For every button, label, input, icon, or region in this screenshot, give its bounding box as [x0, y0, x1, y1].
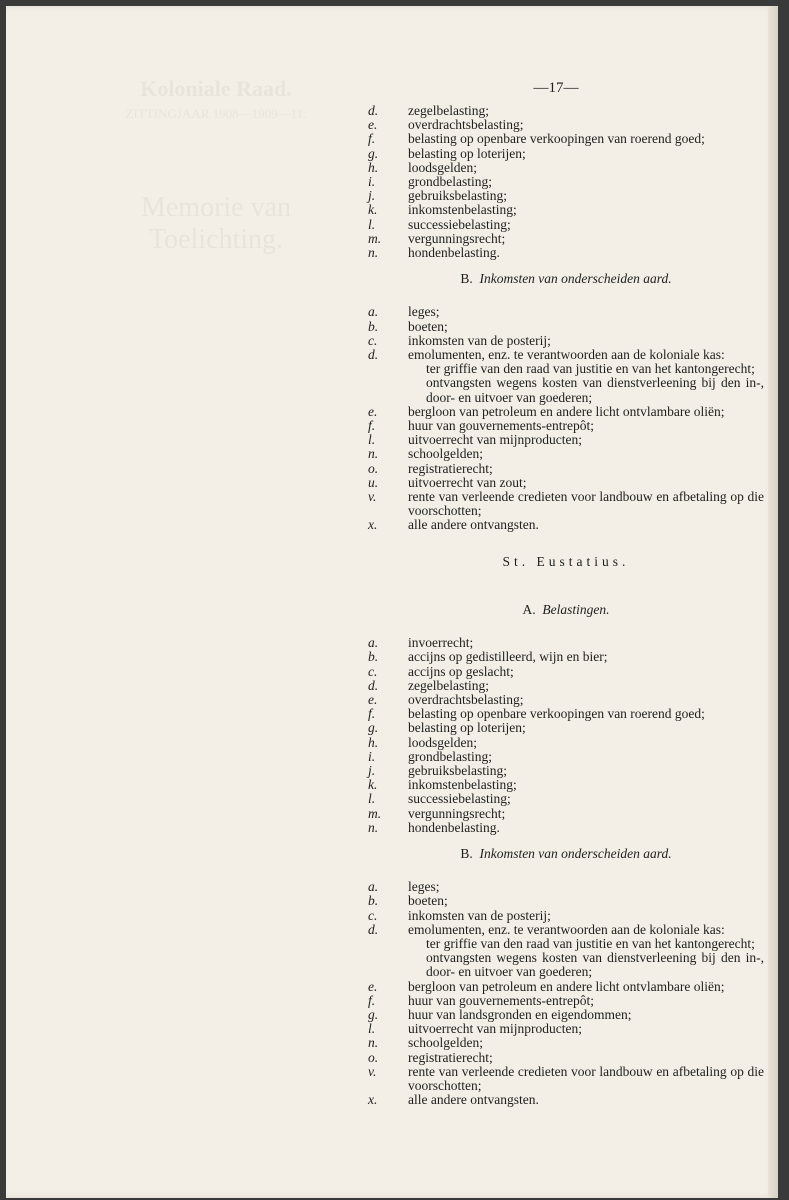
list-item	[368, 736, 764, 750]
list-item	[368, 447, 764, 461]
item-letter: d.	[368, 921, 379, 937]
list-item	[368, 203, 764, 217]
item-list	[368, 636, 764, 835]
item-text: zegelbelasting;	[408, 677, 489, 693]
list-item	[368, 1022, 764, 1036]
item-text: belasting op openbare verkoopingen van roerend goed;	[408, 131, 705, 147]
item-letter: a.	[368, 879, 379, 895]
spacer	[368, 569, 764, 591]
item-letter: e.	[368, 403, 378, 419]
item-letter: l.	[368, 1021, 376, 1037]
sub-item: ontvangsten wegens kosten van dienstverleening bij den in-, door- en uitvoer van goederen;	[426, 950, 764, 980]
sub-item: ontvangsten wegens kosten van dienstverleening bij den in-, door- en uitvoer van goederen;	[426, 375, 764, 405]
list-item	[368, 305, 764, 319]
item-letter: m.	[368, 805, 382, 821]
item-letter: m.	[368, 230, 382, 246]
list-item	[368, 232, 764, 246]
item-letter: n.	[368, 446, 379, 462]
list-item	[368, 1065, 764, 1093]
list-item	[368, 636, 764, 650]
item-letter: o.	[368, 460, 379, 476]
item-letter: d.	[368, 677, 379, 693]
item-text: gebruiksbelasting;	[408, 762, 507, 778]
item-letter: f.	[368, 131, 376, 147]
item-list	[368, 880, 764, 1107]
page-edge-shadow	[768, 6, 778, 1198]
item-letter: b.	[368, 318, 379, 334]
item-text: accijns op gedistilleerd, wijn en bier;	[408, 649, 608, 665]
item-letter: d.	[368, 347, 379, 363]
item-letter: x.	[368, 1092, 378, 1108]
island-heading: St. Eustatius.	[502, 553, 630, 569]
item-text: loodsgelden;	[408, 159, 477, 175]
item-letter: h.	[368, 734, 379, 750]
list-item	[368, 405, 764, 419]
item-letter: i.	[368, 174, 376, 190]
item-letter: a.	[368, 304, 379, 320]
item-text: hondenbelasting.	[408, 245, 500, 261]
item-text: inkomstenbelasting;	[408, 202, 517, 218]
page-number: —17—	[533, 80, 579, 96]
list-item	[368, 433, 764, 447]
item-text: belasting op openbare verkoopingen van roerend goed;	[408, 706, 705, 722]
item-letter: e.	[368, 117, 378, 133]
item-text: accijns op geslacht;	[408, 663, 514, 679]
item-text: huur van gouvernements-entrepôt;	[408, 992, 594, 1008]
list-item	[368, 707, 764, 721]
item-text: inkomstenbelasting;	[408, 777, 517, 793]
sections-container	[368, 104, 764, 1107]
item-letter: f.	[368, 706, 376, 722]
list-item	[368, 764, 764, 778]
item-letter: k.	[368, 202, 378, 218]
spacer	[368, 861, 764, 880]
item-text: inkomsten van de posterij;	[408, 907, 551, 923]
item-letter: j.	[368, 188, 376, 204]
item-text: schoolgelden;	[408, 446, 483, 462]
item-letter: n.	[368, 245, 379, 261]
item-list	[368, 104, 764, 260]
list-item	[368, 518, 764, 532]
item-text: vergunningsrecht;	[408, 230, 506, 246]
item-text: schoolgelden;	[408, 1035, 483, 1051]
item-letter: d.	[368, 103, 379, 118]
item-letter: v.	[368, 1063, 377, 1079]
item-letter: l.	[368, 432, 376, 448]
list-item	[368, 462, 764, 476]
list-item	[368, 994, 764, 1008]
item-text: leges;	[408, 304, 440, 320]
spacer	[368, 286, 764, 305]
item-text: huur van gouvernements-entrepôt;	[408, 418, 594, 434]
item-text: gebruiksbelasting;	[408, 188, 507, 204]
item-text: huur van landsgronden en eigendommen;	[408, 1006, 632, 1022]
item-letter: a.	[368, 635, 379, 651]
item-letter: u.	[368, 474, 379, 490]
item-letter: c.	[368, 663, 378, 679]
item-list	[368, 305, 764, 532]
list-item	[368, 490, 764, 518]
item-letter: g.	[368, 1006, 379, 1022]
list-item	[368, 980, 764, 994]
item-text: registratierecht;	[408, 1049, 493, 1065]
bleed-line-3: Memorie van Toelichting.	[140, 192, 292, 255]
item-letter: c.	[368, 907, 378, 923]
item-letter: g.	[368, 720, 379, 736]
item-text: registratierecht;	[408, 460, 493, 476]
item-text: boeten;	[408, 893, 448, 909]
list-item	[368, 821, 764, 835]
item-letter: v.	[368, 489, 377, 505]
item-text: grondbelasting;	[408, 174, 492, 190]
list-item	[368, 693, 764, 707]
item-text: overdrachtsbelasting;	[408, 691, 524, 707]
item-letter: n.	[368, 819, 379, 835]
item-text: uitvoerrecht van mijnproducten;	[408, 432, 582, 448]
item-letter: e.	[368, 691, 378, 707]
item-letter: f.	[368, 418, 376, 434]
bleed-line-2: ZITTINGJAAR 1908—1909—11.	[125, 106, 307, 121]
item-letter: o.	[368, 1049, 379, 1065]
list-item	[368, 807, 764, 821]
item-text: bergloon van petroleum en andere licht ontvlambare oliën;	[408, 978, 725, 994]
item-text: overdrachtsbelasting;	[408, 117, 524, 133]
list-item	[368, 189, 764, 203]
item-letter: l.	[368, 791, 376, 807]
list-item	[368, 909, 764, 923]
list-item	[368, 132, 764, 146]
sub-item: ter griffie van den raad van justitie en van het kantongerecht;	[426, 935, 755, 951]
item-text: emolumenten, enz. te verantwoorden aan de koloniale kas:	[408, 921, 725, 937]
item-text: rente van verleende credieten voor landbouw en afbetaling op die voorschotten;	[408, 1063, 764, 1093]
heading-prefix: A.	[522, 601, 536, 617]
list-item	[368, 218, 764, 232]
sub-item: ter griffie van den raad van justitie en van het kantongerecht;	[426, 361, 755, 377]
item-letter: c.	[368, 332, 378, 348]
item-letter: i.	[368, 748, 376, 764]
item-text: alle andere ontvangsten.	[408, 1092, 539, 1108]
bleed-line-1: Koloniale Raad.	[140, 76, 292, 101]
item-text: inkomsten van de posterij;	[408, 332, 551, 348]
heading-prefix: B.	[460, 271, 473, 287]
item-text: rente van verleende credieten voor landbouw en afbetaling op die voorschotten;	[408, 489, 764, 519]
item-letter: k.	[368, 777, 378, 793]
spacer	[368, 533, 764, 555]
page-content	[368, 78, 764, 1107]
section-heading	[368, 272, 764, 286]
item-text: emolumenten, enz. te verantwoorden aan de koloniale kas:	[408, 347, 725, 363]
item-text: zegelbelasting;	[408, 103, 489, 118]
item-letter: b.	[368, 649, 379, 665]
heading-title: Belastingen.	[542, 601, 610, 617]
section-heading	[368, 847, 764, 861]
list-item	[368, 161, 764, 175]
item-text: loodsgelden;	[408, 734, 477, 750]
item-text: uitvoerrecht van zout;	[408, 474, 527, 490]
item-text: vergunningsrecht;	[408, 805, 506, 821]
list-item	[368, 923, 764, 937]
list-item	[368, 1036, 764, 1050]
item-text: belasting op loterijen;	[408, 145, 526, 161]
item-letter: j.	[368, 762, 376, 778]
heading-prefix: B.	[460, 845, 473, 861]
item-text: alle andere ontvangsten.	[408, 517, 539, 533]
list-item	[368, 348, 764, 362]
list-item	[368, 894, 764, 908]
list-item	[368, 679, 764, 693]
section-heading	[368, 603, 764, 617]
list-item	[368, 1093, 764, 1107]
item-letter: l.	[368, 216, 376, 232]
bleed-through-text	[76, 76, 356, 256]
item-text: hondenbelasting.	[408, 819, 500, 835]
item-text: grondbelasting;	[408, 748, 492, 764]
item-letter: g.	[368, 145, 379, 161]
item-text: uitvoerrecht van mijnproducten;	[408, 1021, 582, 1037]
list-item	[368, 147, 764, 161]
item-text: invoerrecht;	[408, 635, 474, 651]
item-text: boeten;	[408, 318, 448, 334]
list-item	[368, 792, 764, 806]
item-letter: n.	[368, 1035, 379, 1051]
list-item	[368, 334, 764, 348]
item-text: successiebelasting;	[408, 216, 511, 232]
list-item	[368, 175, 764, 189]
item-letter: b.	[368, 893, 379, 909]
item-text: leges;	[408, 879, 440, 895]
item-letter: e.	[368, 978, 378, 994]
list-item	[368, 778, 764, 792]
list-item	[368, 476, 764, 490]
list-item	[368, 750, 764, 764]
list-item	[368, 650, 764, 664]
list-item	[368, 721, 764, 735]
list-item	[368, 1008, 764, 1022]
item-text: bergloon van petroleum en andere licht ontvlambare oliën;	[408, 403, 725, 419]
list-item	[368, 320, 764, 334]
item-letter: h.	[368, 159, 379, 175]
heading-title: Inkomsten van onderscheiden aard.	[479, 271, 672, 287]
document-page	[6, 6, 778, 1198]
list-item	[368, 665, 764, 679]
item-letter: f.	[368, 992, 376, 1008]
item-text: successiebelasting;	[408, 791, 511, 807]
list-item	[368, 118, 764, 132]
item-letter: x.	[368, 517, 378, 533]
list-item	[368, 104, 764, 118]
list-item	[368, 246, 764, 260]
list-item	[368, 1051, 764, 1065]
list-item	[368, 880, 764, 894]
item-text: belasting op loterijen;	[408, 720, 526, 736]
heading-title: Inkomsten van onderscheiden aard.	[479, 845, 672, 861]
spacer	[368, 617, 764, 636]
list-item	[368, 419, 764, 433]
